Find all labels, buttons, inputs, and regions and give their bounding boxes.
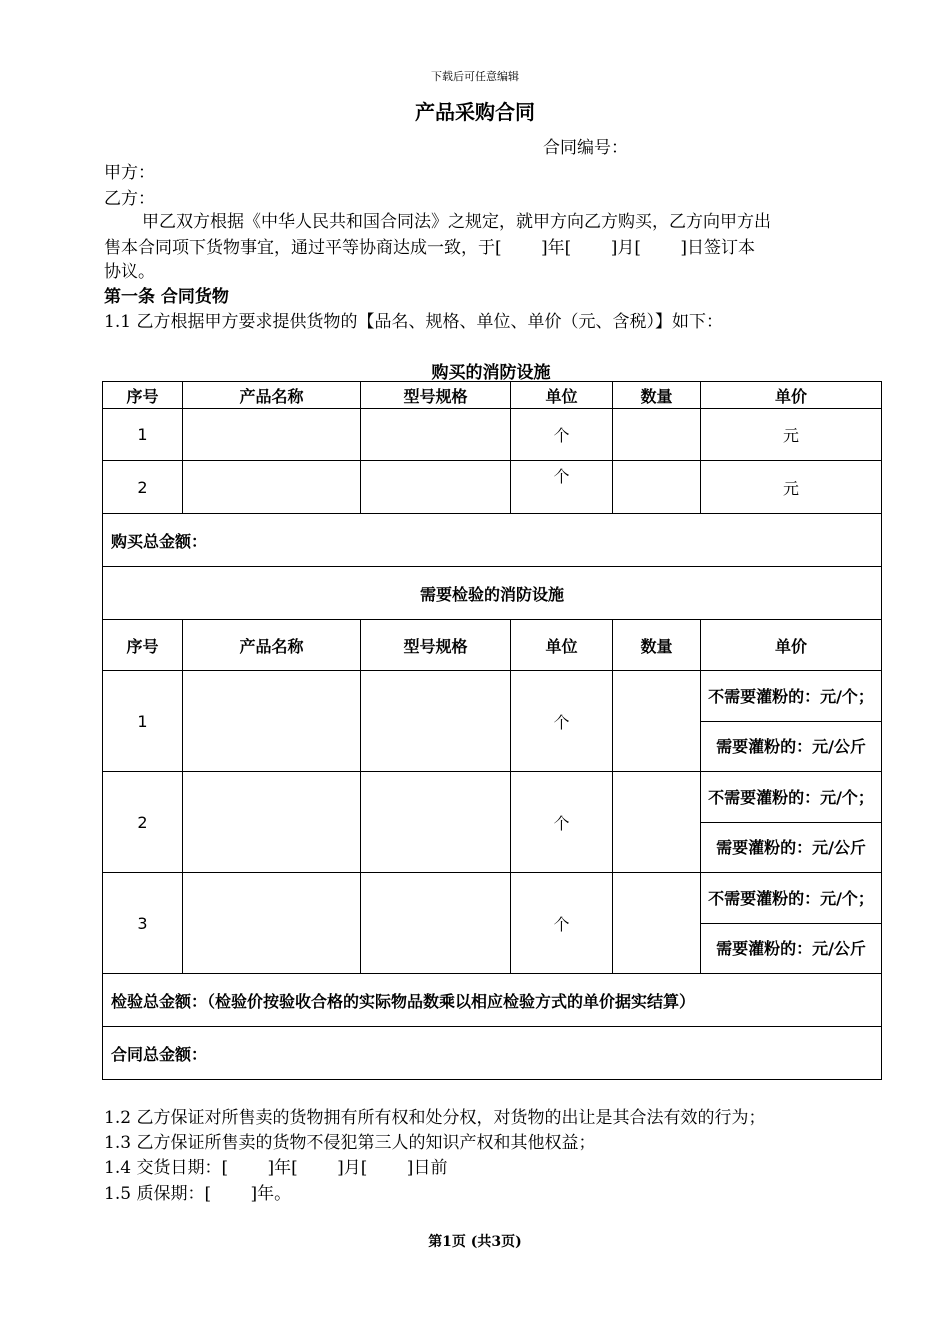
row-no: 2	[103, 461, 183, 514]
table-row	[103, 461, 882, 514]
inspection-header-row	[103, 620, 882, 671]
product-name-cell[interactable]	[183, 409, 361, 461]
model-spec-cell[interactable]	[361, 772, 511, 873]
price-with-powder: 需要灌粉的：元/公斤	[701, 924, 882, 974]
quantity-cell[interactable]	[613, 873, 701, 974]
table-row	[103, 873, 882, 924]
quantity-cell[interactable]	[613, 409, 701, 461]
price-with-powder: 需要灌粉的：元/公斤	[701, 722, 882, 772]
price-no-powder: 不需要灌粉的：元/个；	[701, 873, 882, 924]
model-spec-cell[interactable]	[361, 873, 511, 974]
header-unit-price: 单价	[701, 382, 882, 409]
unit-cell: 个	[511, 671, 613, 772]
header-unit: 单位	[511, 620, 613, 671]
article-1-title: 第一条 合同货物	[104, 287, 229, 307]
header-model-spec: 型号规格	[361, 382, 511, 409]
price-no-powder: 不需要灌粉的：元/个；	[701, 671, 882, 722]
contract-total-row	[103, 1027, 882, 1080]
intro-line-2: 售本合同项下货物事宜，通过平等协商达成一致，于[ ]年[ ]月[ ]日签订本	[104, 238, 756, 258]
header-note: 下载后可任意编辑	[431, 70, 519, 83]
header-no: 序号	[103, 382, 183, 409]
table-row	[103, 671, 882, 722]
price-no-powder: 不需要灌粉的：元/个；	[701, 772, 882, 823]
model-spec-cell[interactable]	[361, 409, 511, 461]
price-with-powder: 需要灌粉的：元/公斤	[701, 823, 882, 873]
inspection-total-label: 检验总金额：（检验价按验收合格的实际物品数乘以相应检验方式的单价据实结算）	[103, 974, 882, 1027]
clause-1-5: 1.5 质保期：[ ]年。	[104, 1184, 292, 1204]
model-spec-cell[interactable]	[361, 671, 511, 772]
inspection-table-caption: 需要检验的消防设施	[103, 567, 882, 620]
product-name-cell[interactable]	[183, 671, 361, 772]
header-model-spec: 型号规格	[361, 620, 511, 671]
purchase-table-caption: 购买的消防设施	[431, 363, 551, 383]
inspection-caption-row	[103, 567, 882, 620]
product-name-cell[interactable]	[183, 772, 361, 873]
contract-number-label: 合同编号：	[543, 138, 628, 158]
purchase-total-row	[103, 514, 882, 567]
quantity-cell[interactable]	[613, 461, 701, 514]
quantity-cell[interactable]	[613, 671, 701, 772]
purchase-header-row	[103, 382, 882, 409]
price-cell: 元	[701, 409, 882, 461]
page-footer: 第1页 (共3页)	[428, 1234, 522, 1250]
intro-line-3: 协议。	[104, 262, 155, 282]
party-a-label: 甲方：	[104, 163, 155, 183]
intro-line-1: 甲乙双方根据《中华人民共和国合同法》之规定，就甲方向乙方购买，乙方向甲方出	[142, 212, 771, 232]
party-b-label: 乙方：	[104, 189, 155, 209]
row-no: 2	[103, 772, 183, 873]
header-product-name: 产品名称	[183, 382, 361, 409]
header-unit-price: 单价	[701, 620, 882, 671]
unit-text: 个	[553, 466, 570, 486]
row-no: 3	[103, 873, 183, 974]
unit-cell: 个	[511, 772, 613, 873]
header-no: 序号	[103, 620, 183, 671]
header-unit: 单位	[511, 382, 613, 409]
header-quantity: 数量	[613, 382, 701, 409]
header-product-name: 产品名称	[183, 620, 361, 671]
contract-total-label: 合同总金额：	[103, 1027, 882, 1080]
row-no: 1	[103, 409, 183, 461]
clause-1-2: 1.2 乙方保证对所售卖的货物拥有所有权和处分权，对货物的出让是其合法有效的行为；	[104, 1108, 766, 1128]
inspection-total-row	[103, 974, 882, 1027]
product-name-cell[interactable]	[183, 461, 361, 514]
header-quantity: 数量	[613, 620, 701, 671]
unit-cell: 个	[511, 409, 613, 461]
goods-table	[102, 381, 882, 1080]
model-spec-cell[interactable]	[361, 461, 511, 514]
row-no: 1	[103, 671, 183, 772]
unit-cell: 个	[511, 873, 613, 974]
table-row	[103, 409, 882, 461]
page-title: 产品采购合同	[415, 100, 535, 124]
table-row	[103, 772, 882, 823]
clause-1-3: 1.3 乙方保证所售卖的货物不侵犯第三人的知识产权和其他权益；	[104, 1133, 596, 1153]
clause-1-4: 1.4 交货日期：[ ]年[ ]月[ ]日前	[104, 1158, 448, 1178]
quantity-cell[interactable]	[613, 772, 701, 873]
purchase-total-label: 购买总金额：	[103, 514, 882, 567]
unit-cell	[511, 461, 613, 514]
clause-1-1: 1.1 乙方根据甲方要求提供货物的【品名、规格、单位、单价（元、含税）】如下：	[104, 312, 723, 332]
price-cell: 元	[701, 461, 882, 514]
product-name-cell[interactable]	[183, 873, 361, 974]
